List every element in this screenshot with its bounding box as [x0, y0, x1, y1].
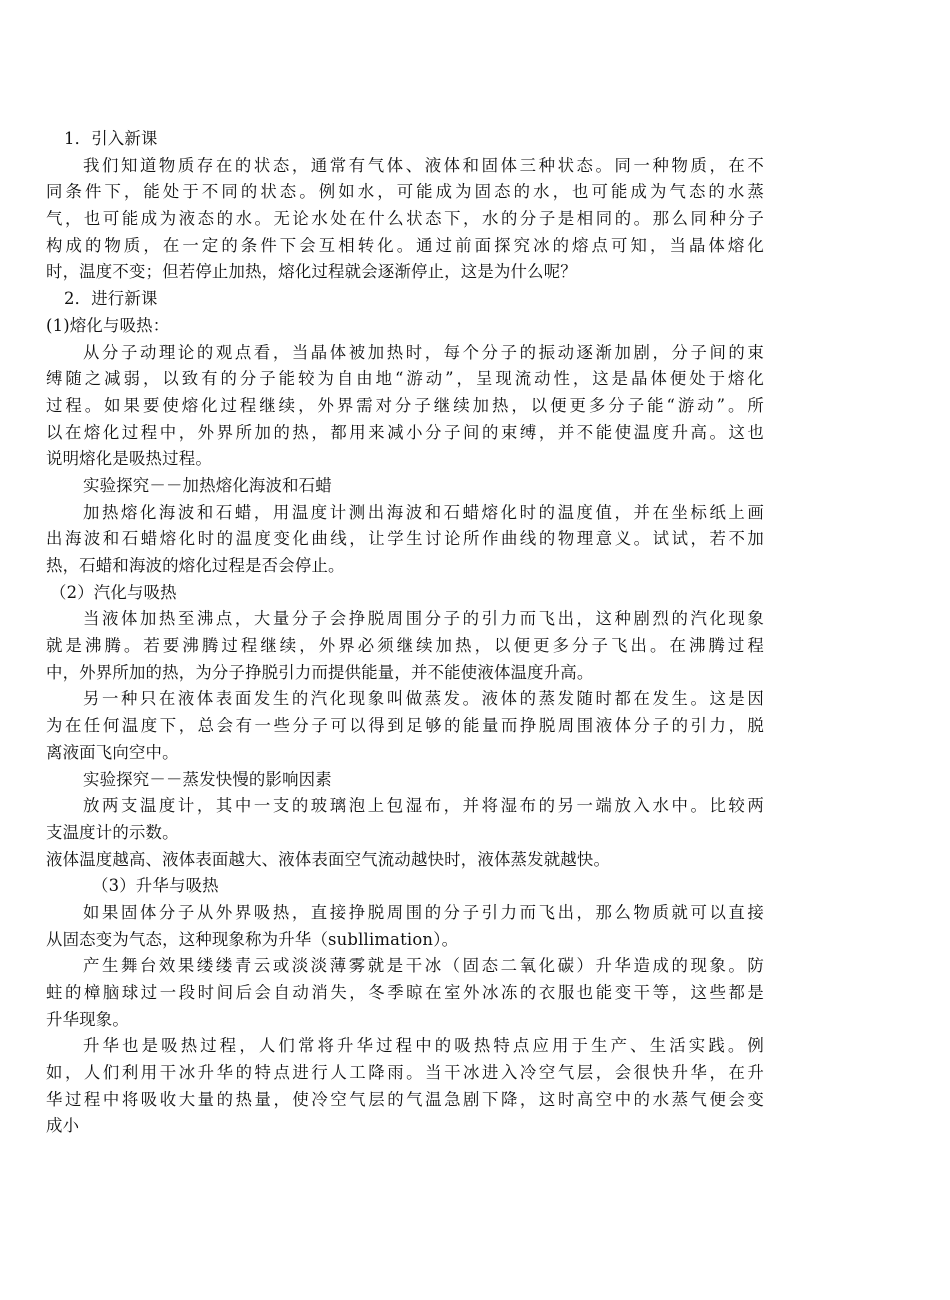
paragraph-line: 同条件下，能处于不同的状态。例如水，可能成为固态的水，也可能成为气态的水蒸 [46, 182, 764, 202]
experiment-heading-evaporation: 实验探究－－蒸发快慢的影响因素 [83, 769, 332, 789]
subsection-heading-sublimation: （3）升华与吸热 [92, 876, 219, 896]
paragraph-line: 升华现象。 [46, 1009, 129, 1029]
paragraph-line: 中，外界所加的热，为分子挣脱引力而提供能量，并不能使液体温度升高。 [46, 662, 594, 682]
paragraph-line: 构成的物质，在一定的条件下会互相转化。通过前面探究冰的熔点可知，当晶体熔化 [46, 235, 764, 255]
paragraph-line: 气，也可能成为液态的水。无论水处在什么状态下，水的分子是相同的。那么同种分子 [46, 209, 764, 229]
experiment-heading-melting: 实验探究－－加热熔化海波和石蜡 [83, 475, 332, 495]
paragraph-line: 离液面飞向空中。 [46, 742, 179, 762]
paragraph-line: 如，人们利用干冰升华的特点进行人工降雨。当干冰进入冷空气层，会很快升华，在升 [46, 1063, 764, 1083]
paragraph-line: 如果固体分子从外界吸热，直接挣脱周围的分子引力而飞出，那么物质就可以直接 [83, 902, 764, 922]
paragraph-line: 华过程中将吸收大量的热量，使冷空气层的气温急剧下降，这时高空中的水蒸气便会变 [46, 1089, 764, 1109]
paragraph-line: 我们知道物质存在的状态，通常有气体、液体和固体三种状态。同一种物质，在不 [83, 155, 764, 175]
subsection-heading-vaporization: （2）汽化与吸热 [50, 582, 177, 602]
paragraph-line: 缚随之减弱，以致有的分子能较为自由地“游动”，呈现流动性，这是晶体便处于熔化 [46, 369, 764, 389]
paragraph-line: 蛀的樟脑球过一段时间后会自动消失，冬季晾在室外冰冻的衣服也能变干等，这些都是 [46, 983, 764, 1002]
paragraph-line: 产生舞台效果缕缕青云或淡淡薄雾就是干冰（固态二氧化碳）升华造成的现象。防 [83, 956, 764, 976]
paragraph-line: 液体温度越高、液体表面越大、液体表面空气流动越快时，液体蒸发就越快。 [46, 849, 611, 869]
paragraph-line: 成小 [46, 1116, 80, 1136]
section-heading-new-lesson: 2．进行新课 [64, 289, 158, 309]
paragraph-line: 从固态变为气态，这种现象称为升华（subllimation）。 [46, 929, 459, 949]
paragraph-line: 另一种只在液体表面发生的汽化现象叫做蒸发。液体的蒸发随时都在发生。这是因 [83, 689, 764, 709]
paragraph-line: 热，石蜡和海波的熔化过程是否会停止。 [46, 556, 345, 575]
paragraph-line: 从分子动理论的观点看，当晶体被加热时，每个分子的振动逐渐加剧，分子间的束 [83, 342, 764, 362]
paragraph-line: 以在熔化过程中，外界所加的热，都用来减小分子间的束缚，并不能使温度升高。这也 [46, 422, 764, 442]
subsection-heading-melting: (1)熔化与吸热： [46, 315, 170, 335]
section-heading-intro: 1．引入新课 [64, 129, 158, 148]
paragraph-line: 就是沸腾。若要沸腾过程继续，外界必须继续加热，以便更多分子飞出。在沸腾过程 [46, 636, 764, 656]
paragraph-line: 出海波和石蜡熔化时的温度变化曲线，让学生讨论所作曲线的物理意义。试试，若不加 [46, 529, 764, 549]
paragraph-line: 放两支温度计，其中一支的玻璃泡上包湿布，并将湿布的另一端放入水中。比较两 [83, 796, 764, 816]
document-body [46, 126, 764, 1140]
paragraph-line: 过程。如果要使熔化过程继续，外界需对分子继续加热，以便更多分子能“游动”。所 [46, 395, 764, 415]
paragraph-line: 支温度计的示数。 [46, 822, 179, 842]
paragraph-line: 当液体加热至沸点，大量分子会挣脱周围分子的引力而飞出，这种剧烈的汽化现象 [83, 609, 764, 629]
paragraph-line: 升华也是吸热过程，人们常将升华过程中的吸热特点应用于生产、生活实践。例 [83, 1036, 764, 1056]
paragraph-line: 时，温度不变；但若停止加热，熔化过程就会逐渐停止，这是为什么呢？ [46, 262, 577, 282]
paragraph-line: 加热熔化海波和石蜡，用温度计测出海波和石蜡熔化时的温度值，并在坐标纸上画 [83, 502, 764, 522]
paragraph-line: 为在任何温度下，总会有一些分子可以得到足够的能量而挣脱周围液体分子的引力，脱 [46, 716, 764, 736]
paragraph-line: 说明熔化是吸热过程。 [46, 449, 212, 469]
